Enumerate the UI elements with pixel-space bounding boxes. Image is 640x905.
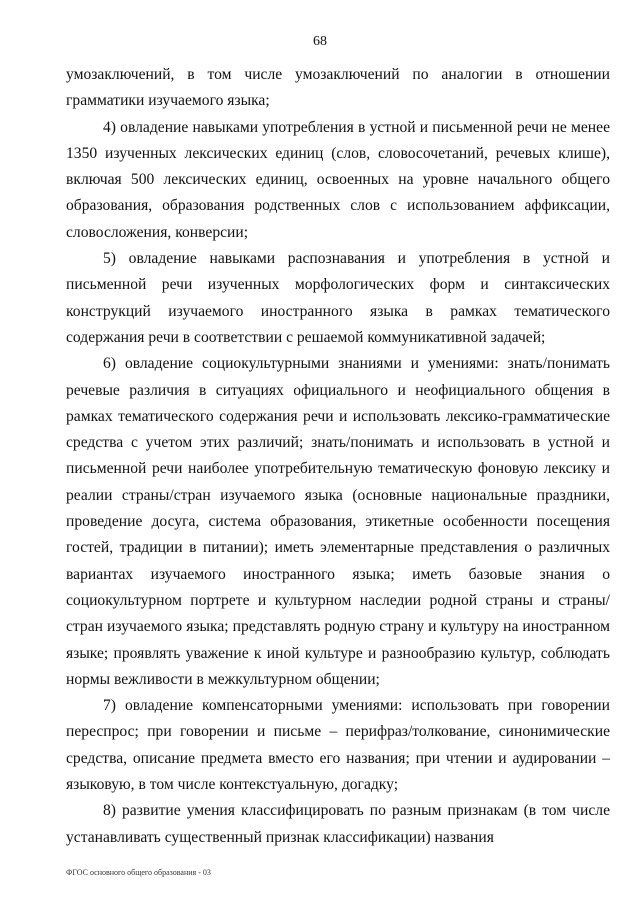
page-number: 68 — [313, 34, 327, 49]
paragraph-item-6: 6) овладение социокультурными знаниями и умениями: знать/понимать речевые различия в ситуациях официального и неофициального общения в рамках тематического содержания речи и использовать лексико-грамматические средства с учетом этих различий; знать/понимать и использовать в устной и письменной речи наиболее употребительную тематическую фоновую лексику и реалии страны/стран изучаемого языка (основные национальные праздники, проведение досуга, система образования, этикетные особенности посещения гостей, традиции в питании); иметь элементарные представления о различных вариантах изучаемого иностранного языка; иметь базовые знания о социокультурном портрете и культурном наследии родной страны и страны/стран изучаемого языка; представлять родную страну и культуру на иностранном языке; проявлять уважение к иной культуре и разнообразию культур, соблюдать нормы вежливости в межкультурном общении; — [66, 355, 610, 688]
paragraph-continuation: умозаключений, в том числе умозаключений по аналогии в отношении грамматики изучаемого языка; — [66, 66, 610, 110]
page-body — [66, 62, 610, 851]
paragraph-item-5: 5) овладение навыками распознавания и употребления в устной и письменной речи изученных морфологических форм и синтаксических конструкций изучаемого иностранного языка в рамках тематического содержания речи в соответствии с решаемой коммуникативной задачей; — [66, 250, 610, 346]
paragraph-item-7: 7) овладение компенсаторными умениями: использовать при говорении переспрос; при говорении и письме – перифраз/толкование, синонимические средства, описание предмета вместо его названия; при чтении и аудировании – языковую, в том числе контекстуальную, догадку; — [66, 697, 610, 794]
paragraph-item-4: 4) овладение навыками употребления в устной и письменной речи не менее 1350 изученных лексических единиц (слов, словосочетаний, речевых клише), включая 500 лексических единиц, освоенных на уровне начального общего образования, образования родственных слов с использованием аффиксации, словосложения, конверсии; — [66, 118, 610, 241]
page-footer: ФГОС основного общего образования - 03 — [66, 868, 211, 877]
paragraph-item-8: 8) развитие умения классифицировать по разным признакам (в том числе устанавливать существенный признак классификации) названия — [66, 802, 610, 846]
